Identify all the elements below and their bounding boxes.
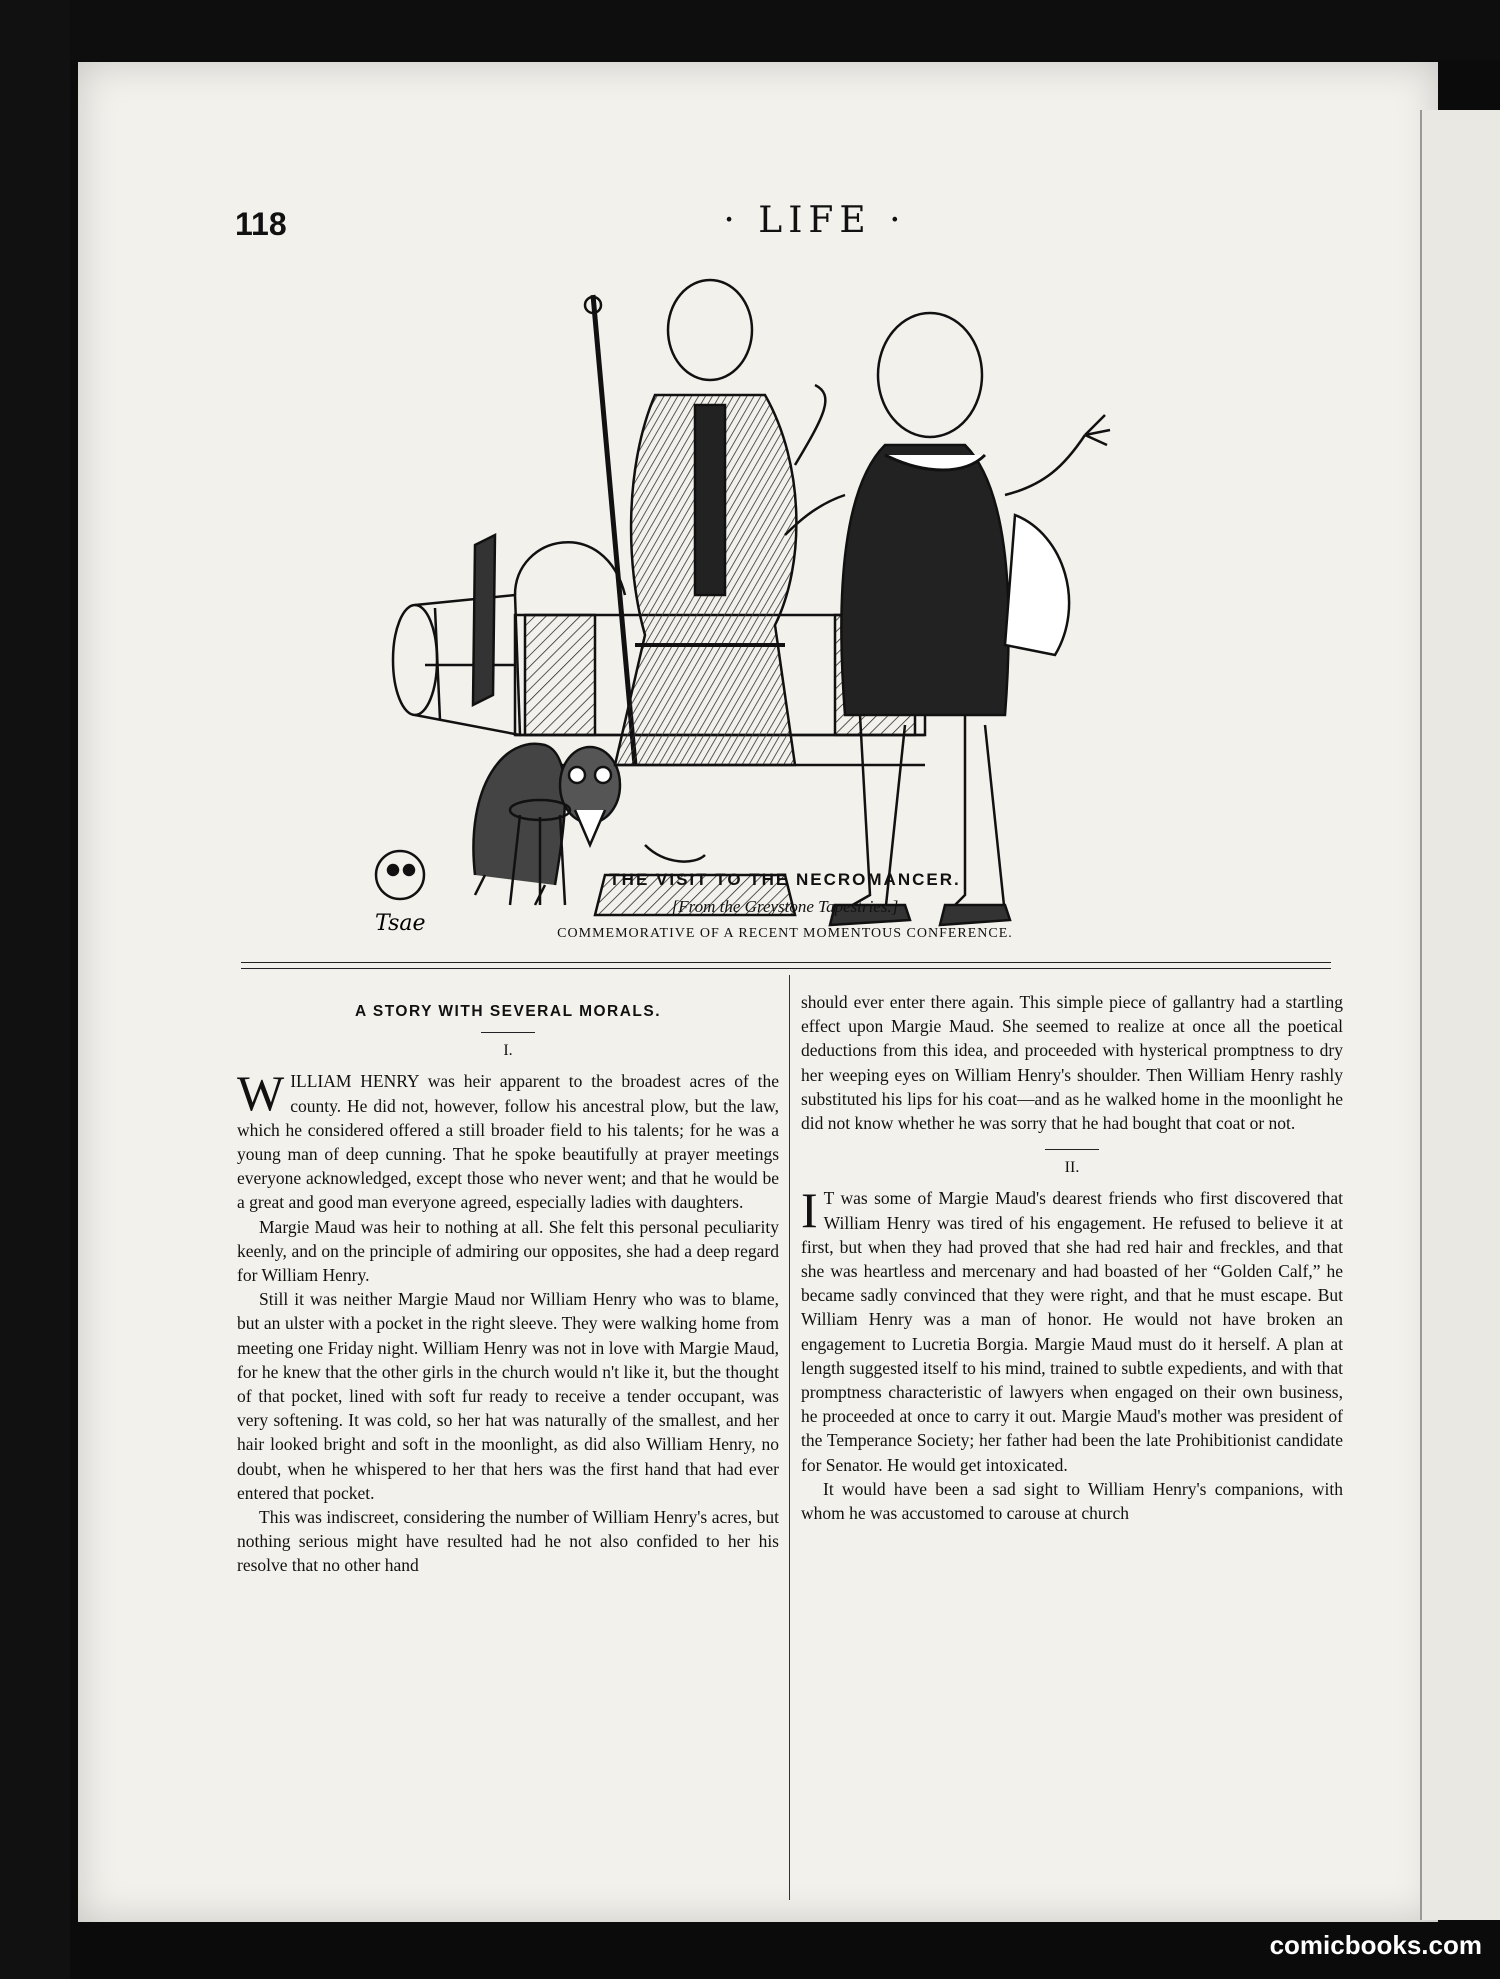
paragraph: should ever enter there again. This simple piece of gallantry had a startling effect upon Margie Maud. She seemed to realize at once all the poetical deductions from this idea, and proceeded with hysterical promptness to dry her weeping eyes on William Henry's shoulder. Then William Henry rashly substituted his lips for his coat—and as he walked home in the moonlight he did not know whether he was sorry that he had bought that coat or not. <box>801 992 1343 1134</box>
paragraph: Still it was neither Margie Maud nor William Henry who was to blame, but an ulster with a pocket in the right sleeve. They were walking home from meeting one Friday night. William Henry was not in love with Margie Maud, for he knew that the other girls in the church would n't like it, but the thought of that pocket, lined with soft fur ready to receive a tender occupant, was very softening. It was cold, so her hat was naturally of the smallest, and her hair looked bright and soft in the moonlight, as did also William Henry, no doubt, when he whispered to her that hers was the first hand that had ever entered that pocket. <box>237 1289 779 1503</box>
section-rule <box>1045 1149 1099 1150</box>
text-column-right <box>801 990 1343 1525</box>
illustration-caption-title: THE VISIT TO THE NECROMANCER. <box>609 870 961 889</box>
illustration-caption-note: COMMEMORATIVE OF A RECENT MOMENTOUS CONFERENCE. <box>557 926 1013 941</box>
story-title: A STORY WITH SEVERAL MORALS. <box>354 1003 662 1020</box>
paragraph: Margie Maud was heir to nothing at all. She felt this personal peculiarity keenly, and on the principle of admiring our opposites, she had a deep regard for William Henry. <box>237 1216 779 1286</box>
double-rule-divider <box>241 962 1331 969</box>
adjacent-page-edge <box>1420 110 1500 1920</box>
necromancer-head <box>668 280 752 380</box>
scan-border-left <box>0 0 70 1979</box>
cat-figure <box>473 744 565 885</box>
magazine-page <box>235 200 1343 1900</box>
barrel <box>393 605 437 715</box>
paragraph-text: T was some of Margie Maud's dearest friends who first discovered that William Henry was tired of his engagement. He refused to believe it at first, but when they had proved that she had red hair and freckles, and that she was heartless and mercenary and had boasted of her “Golden Calf,” he became sadly convinced that they were right, and that he must escape. But William Henry was a man of honor. He would not have broken an engagement to Lucretia Borgia. Margie Maud must do it herself. A plan at length suggested itself to his mind, trained to subtle expedients, and with that promptness characteristic of lawyers when engaged on their own business, he proceeded at once to carry it out. Margie Maud's mother was president of the Temperance Society; her father had been the late Prohibitionist candidate for Senator. He would get intoxicated. <box>801 1188 1343 1475</box>
necromancer-illustration <box>365 265 1195 1065</box>
text-column-left <box>237 990 779 1578</box>
paragraph: It would have been a sad sight to William Henry's companions, with whom he was accustomed to carouse at church <box>801 1478 1343 1524</box>
paragraph <box>801 1182 1343 1476</box>
watermark: comicbooks.com <box>1269 1930 1482 1960</box>
scan-border-top <box>0 0 1500 60</box>
page-number: 118 <box>235 206 287 242</box>
illustration-caption-source: [From the Greystone Tapestries.] <box>671 897 899 916</box>
drop-cap: W <box>237 1065 285 1122</box>
paragraph: This was indiscreet, considering the number of William Henry's acres, but nothing serious might have resulted had he not also confided to her his resolve that no other hand <box>237 1507 779 1576</box>
staff <box>593 295 635 765</box>
title-rule <box>481 1032 535 1033</box>
masthead-title: · LIFE · <box>723 200 907 241</box>
drop-cap: I <box>801 1182 818 1239</box>
paragraph <box>237 1065 779 1214</box>
paragraph-text: ILLIAM HENRY was heir apparent to the broadest acres of the county. He did not, however, follow his ancestral plow, but the law, which he considered offered a still broader field to his talents; for he was a young man of deep cunning. That he spoke beautifully at prayer meetings everyone acknowledged, except those who never went; and that he would be a great and good man everyone agreed, especially ladies with daughters. <box>237 1071 779 1213</box>
visitor-tunic <box>841 445 1008 715</box>
section-heading-1: I. <box>503 1042 513 1060</box>
column-divider <box>789 975 790 1900</box>
visitor-head <box>878 313 982 437</box>
artist-signature: Tsae <box>375 911 426 936</box>
section-heading-2: II. <box>1064 1159 1080 1177</box>
